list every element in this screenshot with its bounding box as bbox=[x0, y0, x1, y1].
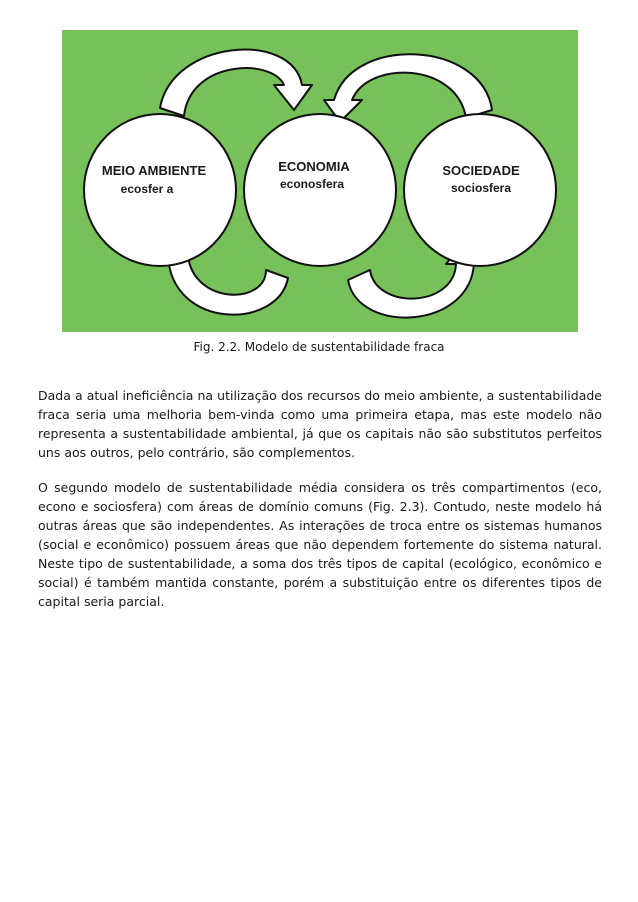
arrow-arc-top-left bbox=[160, 50, 312, 116]
circle-title-economia: ECONOMIA bbox=[278, 159, 350, 174]
body-paragraph-1: Dada a atual ineficiência na utilização dos recursos do meio ambiente, a sustentabilidade fraca seria uma melhoria bem-vinda como uma primeira etapa, mas este modelo não representa a sustentabilidade ambiental, já que os capitais não são substitutos perfeitos uns aos outros, pelo contrário, são complementos. bbox=[38, 388, 602, 460]
circle-title-sociedade: SOCIEDADE bbox=[442, 163, 520, 178]
circle-subtitle-ecosfera: ecosfer a bbox=[120, 182, 174, 196]
diagram-svg bbox=[62, 30, 578, 332]
figure-caption: Fig. 2.2. Modelo de sustentabilidade fraca bbox=[193, 340, 445, 354]
circle-subtitle-sociosfera: sociosfera bbox=[450, 181, 512, 195]
circle-title-meio-ambiente: MEIO AMBIENTE bbox=[101, 163, 207, 178]
body-paragraph-2: O segundo modelo de sustentabilidade média considera os três compartimentos (eco, econo e sociosfera) com áreas de domínio comuns (Fig. 2.3). Contudo, neste modelo há outras áreas que são independentes. As interações de troca entre os sistemas humanos (social e econômico) possuem áreas que não dependem fortemente do sistema natural. Neste tipo de sustentabilidade, a soma dos três tipos de capital (ecológico, econômico e social) é também mantida constante, porém a substituição entre os diferentes tipos de capital seria parcial. bbox=[38, 480, 602, 609]
circle-subtitle-econosfera: econosfera bbox=[279, 177, 345, 191]
sustainability-diagram bbox=[62, 30, 578, 332]
arrow-arc-top-right bbox=[324, 54, 492, 122]
